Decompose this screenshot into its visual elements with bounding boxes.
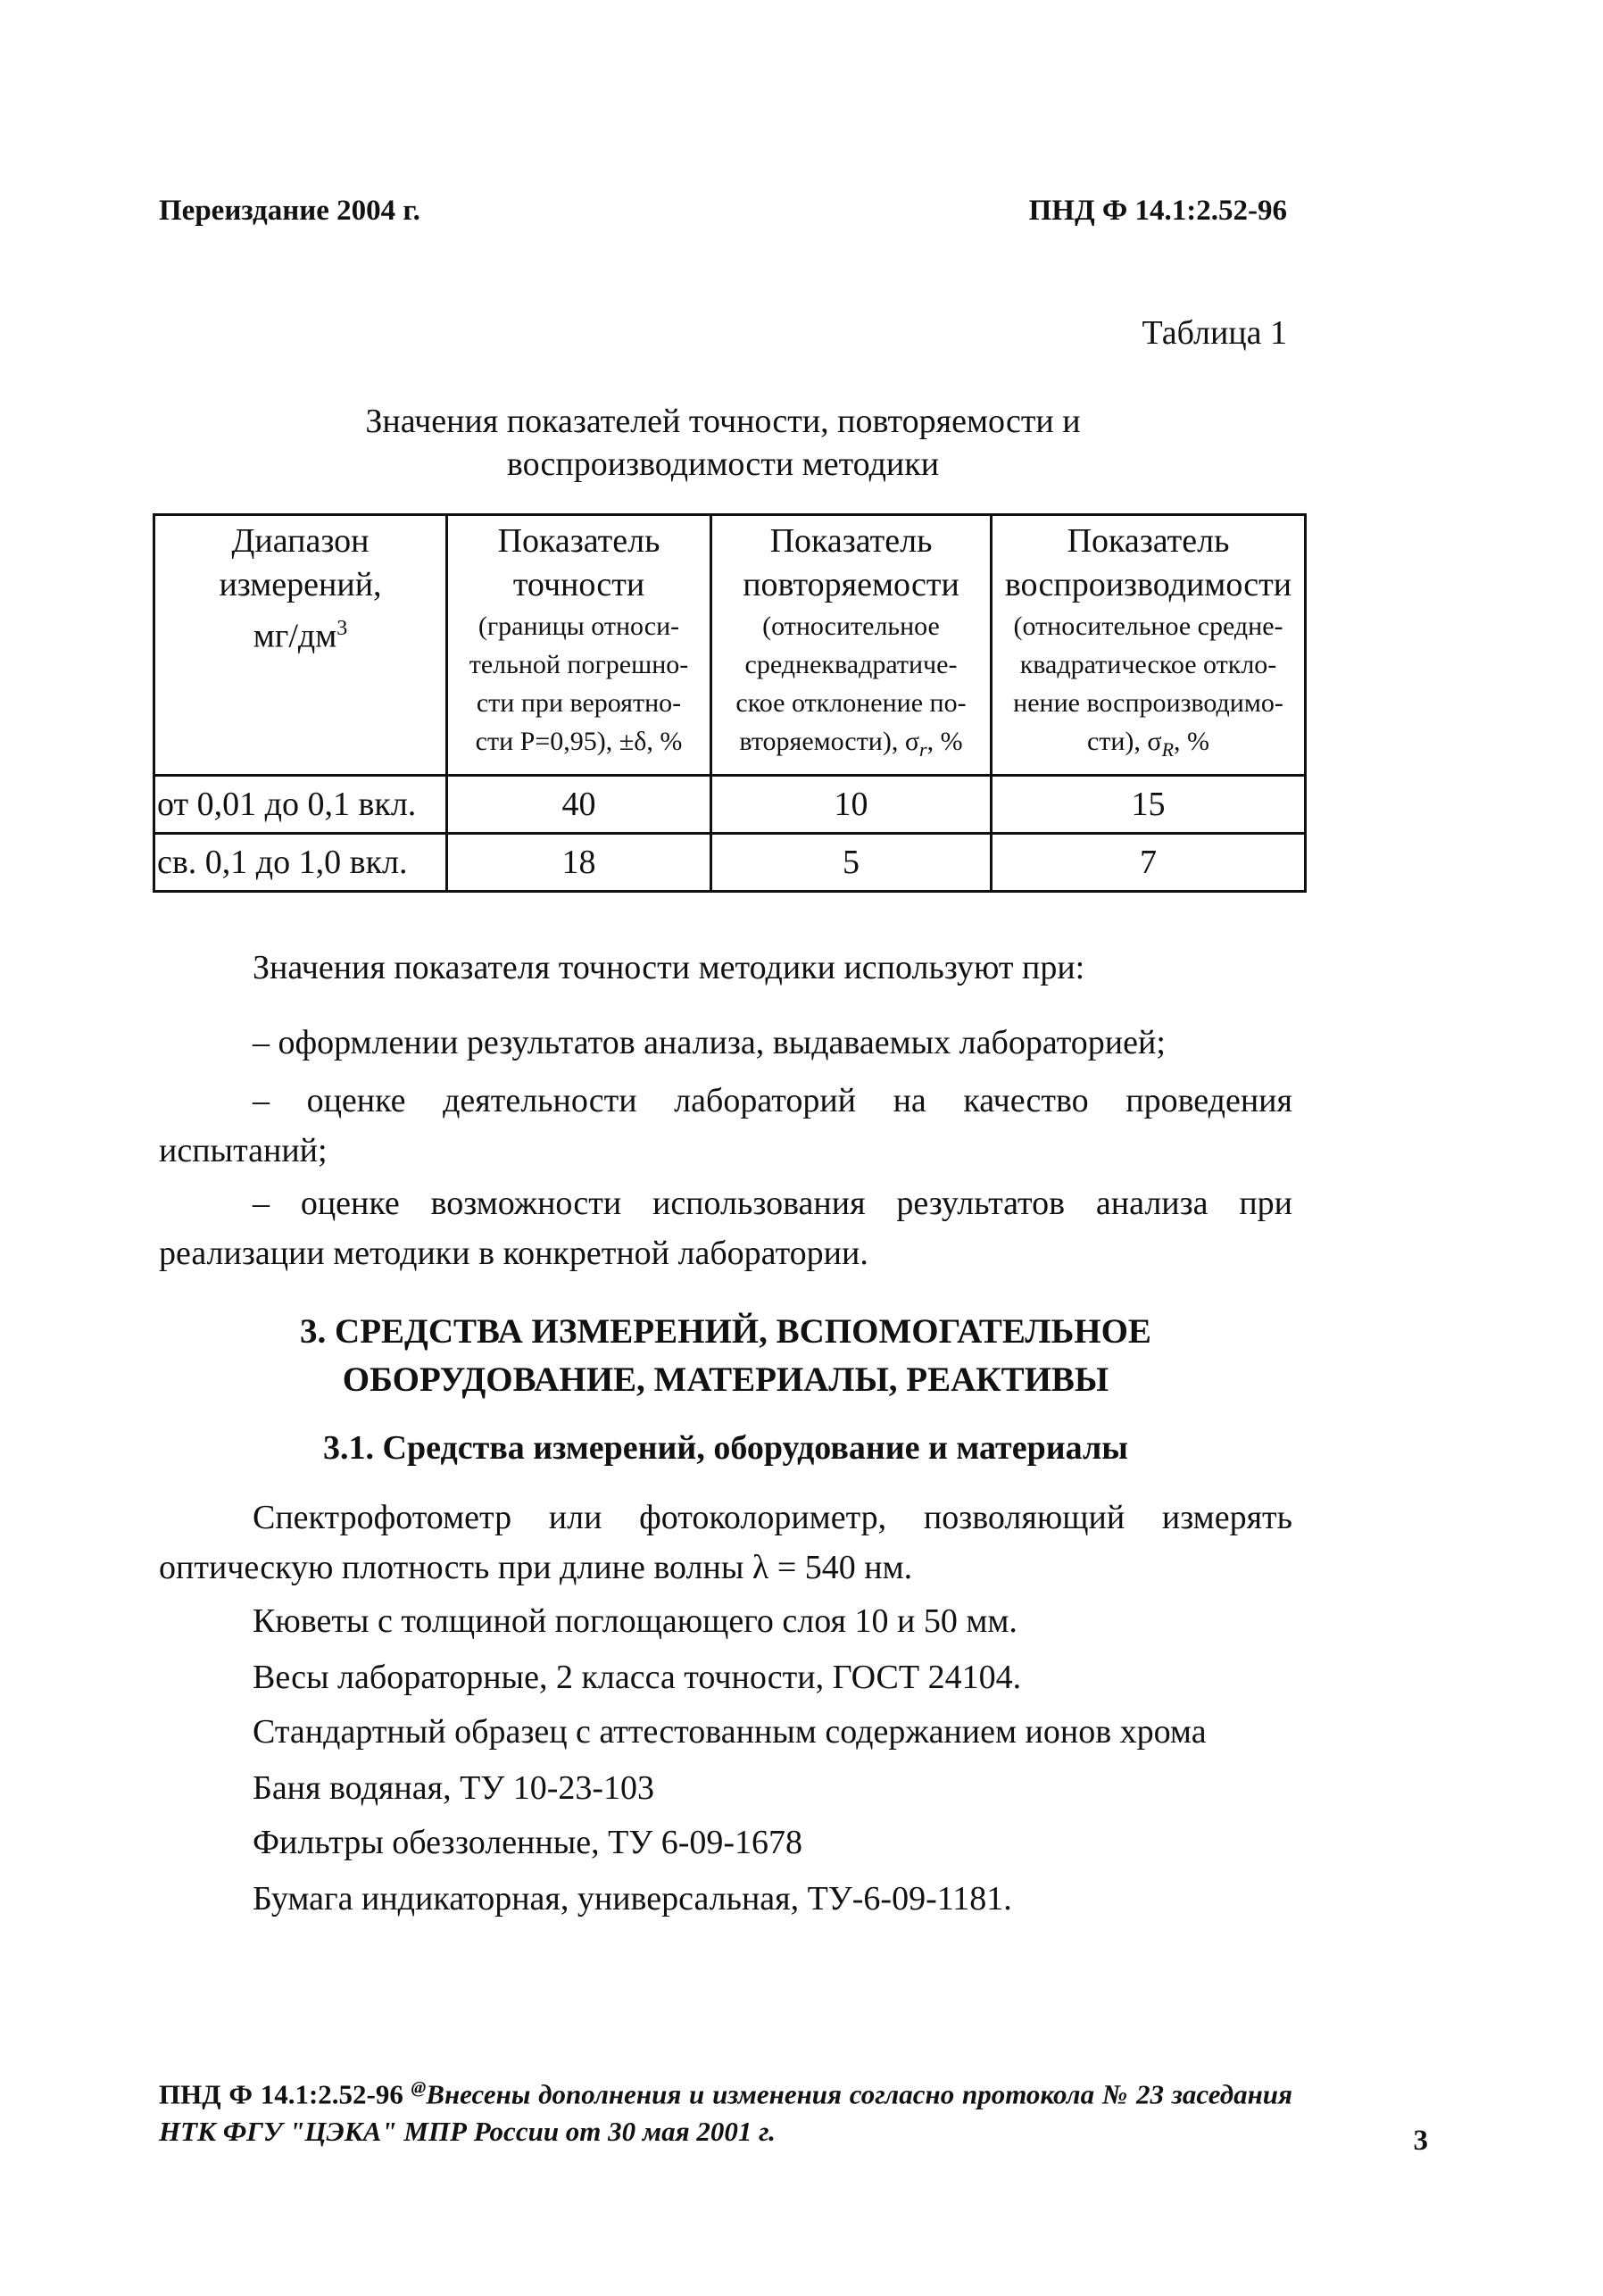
header-text: точности [512, 566, 645, 603]
header-text: Диапазон [231, 522, 370, 560]
subsection-title: 3.1. Средства измерений, оборудование и материалы [323, 1429, 1128, 1467]
equipment-item: Фильтры обеззоленные, ТУ 6-09-1678 [253, 1824, 803, 1861]
header-doc-code: ПНД Ф 14.1:2.52-96 [1028, 195, 1287, 227]
sigma-text: сти), σ [1086, 727, 1162, 756]
sigma-subscript: r [919, 738, 927, 761]
header-text: Показатель [497, 522, 660, 560]
table-row [154, 776, 1306, 834]
table-header-row [154, 515, 1306, 776]
cell-repeatability: 5 [711, 834, 992, 892]
table-caption-line: Значения показателей точности, повторяемости и [365, 403, 1081, 440]
section-title-line: ОБОРУДОВАНИЕ, МАТЕРИАЛЫ, РЕАКТИВЫ [342, 1360, 1109, 1399]
sigma-subscript: R [1161, 738, 1175, 761]
equipment-item: Бумага индикаторная, универсальная, ТУ-6-09-1181. [253, 1880, 1012, 1917]
header-edition: Переиздание 2004 г. [159, 195, 420, 227]
table-caption-line: воспроизводимости методики [506, 445, 940, 483]
header-subtext: сти Р=0,95), ±δ, % [475, 727, 683, 756]
header-subtext: нение воспроизводимо- [1013, 688, 1283, 718]
section-title-line: 3. СРЕДСТВА ИЗМЕРЕНИЙ, ВСПОМОГАТЕЛЬНОЕ [300, 1312, 1151, 1351]
unit-text: мг/дм [253, 617, 337, 655]
column-header-repeatability [711, 515, 992, 776]
equipment-item: Спектрофотометр или фотоколориметр, позволяющий измерять оптическую плотность при длине волны λ = 540 нм. [159, 1499, 1292, 1586]
usage-intro: Значения показателя точности методики используют при: [253, 949, 1085, 986]
column-header-reproducibility [992, 515, 1306, 776]
footer-doc-code: ПНД Ф 14.1:2.52-96 [159, 2078, 411, 2110]
header-text: повторяемости [743, 566, 959, 603]
table-row [154, 834, 1306, 892]
cell-reproducibility: 7 [992, 834, 1306, 892]
table-caption [268, 400, 1178, 486]
cell-accuracy: 40 [447, 776, 711, 834]
equipment-item: Баня водяная, ТУ 10-23-103 [253, 1769, 655, 1807]
table-label: Таблица 1 [1142, 314, 1287, 352]
header-subtext: (относительное средне- [1013, 611, 1283, 641]
usage-item: – оценке возможности использования результатов анализа при реализации методики в конкретной лаборатории. [159, 1185, 1292, 1272]
footer-mark: @ [411, 2078, 427, 2098]
cell-range: св. 0,1 до 1,0 вкл. [154, 834, 447, 892]
header-subtext: ское отклонение по- [735, 688, 967, 718]
column-header-accuracy [447, 515, 711, 776]
header-unit [155, 607, 445, 659]
cell-reproducibility: 15 [992, 776, 1306, 834]
usage-item: – оформлении результатов анализа, выдаваемых лабораторией; [253, 1024, 1166, 1061]
header-text: измерений, [219, 566, 382, 603]
percent-text: , % [1174, 727, 1210, 756]
column-header-range [154, 515, 447, 776]
equipment-item: Кюветы с толщиной поглощающего слоя 10 и 50 мм. [253, 1602, 1017, 1640]
header-subtext: среднеквадратиче- [744, 650, 958, 679]
sigma-text: вторяемости), σ [739, 727, 920, 756]
cell-repeatability: 10 [711, 776, 992, 834]
accuracy-table [153, 513, 1307, 893]
header-subtext: сти при вероятно- [476, 688, 682, 718]
percent-text: , % [926, 727, 963, 756]
header-subtext: тельной погрешно- [469, 650, 689, 679]
header-subtext: квадратическое откло- [1019, 650, 1277, 679]
footer-note [159, 2069, 1292, 2150]
unit-exponent: 3 [336, 617, 348, 640]
header-text: Показатель [1067, 522, 1230, 560]
section-title [159, 1308, 1292, 1404]
usage-item: – оценке деятельности лабораторий на качество проведения испытаний; [159, 1082, 1292, 1169]
cell-range: от 0,01 до 0,1 вкл. [154, 776, 447, 834]
cell-accuracy: 18 [447, 834, 711, 892]
header-subtext [993, 722, 1304, 769]
header-text: Показатель [769, 522, 933, 560]
page-number: 3 [1413, 2125, 1428, 2157]
footer-note-text: Внесены дополнения и изменения согласно протокола № 23 заседания НТК ФГУ "ЦЭКА" МПР России от 30 мая 2001 г. [159, 2078, 1293, 2148]
header-text: воспроизводимости [1004, 566, 1292, 603]
equipment-item: Весы лабораторные, 2 класса точности, ГОСТ 24104. [253, 1659, 1022, 1696]
header-subtext: (относительное [762, 611, 940, 641]
header-subtext [712, 722, 990, 769]
equipment-item: Стандартный образец с аттестованным содержанием ионов хрома [253, 1713, 1207, 1751]
header-subtext: (границы относи- [478, 611, 680, 641]
